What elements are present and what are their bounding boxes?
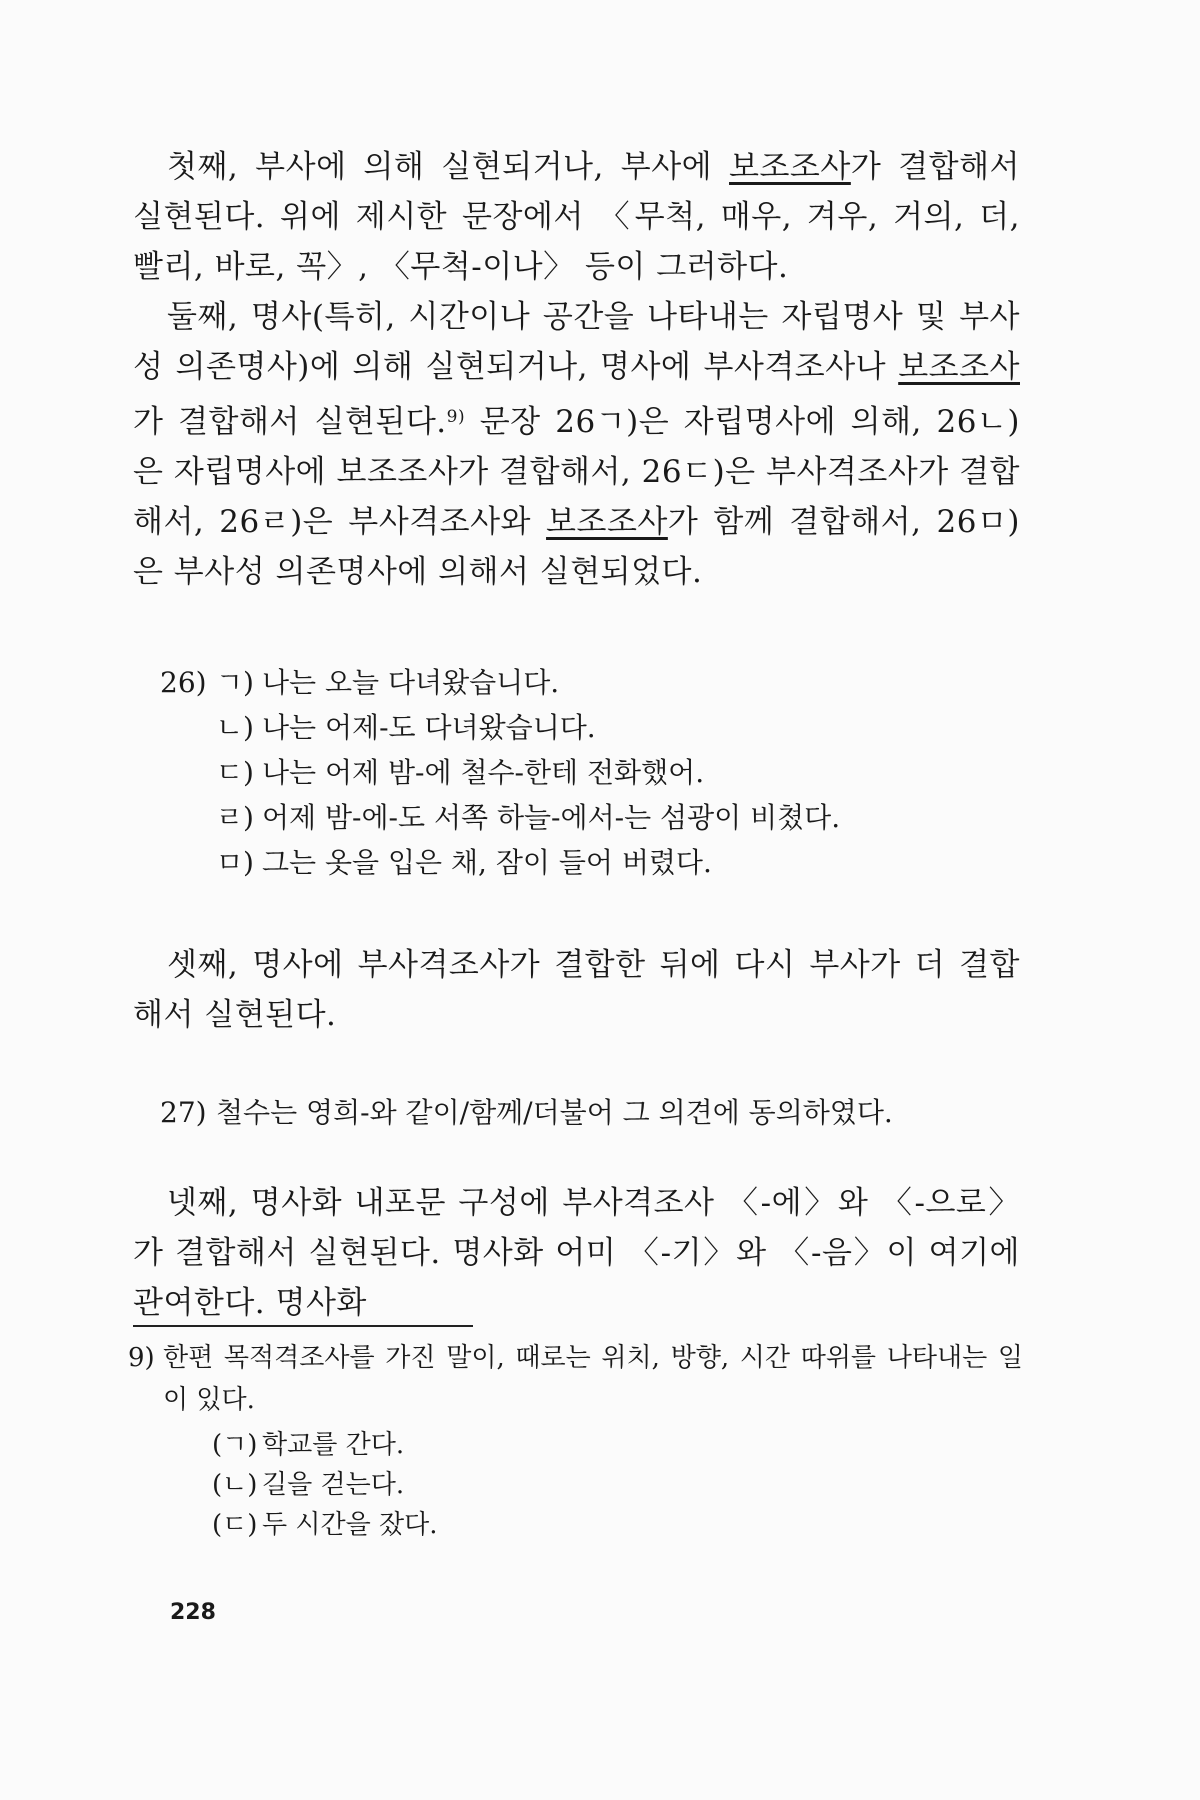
footnote-example-text: 두 시간을 잤다. [262, 1510, 438, 1540]
example-number: 26) [160, 666, 207, 699]
paragraph-second [133, 292, 1020, 597]
footnote-example [212, 1465, 404, 1505]
footnote-divider [133, 1325, 473, 1327]
example-text: 어제 밤-에-도 서쪽 하늘-에서-는 섬광이 비쳤다. [262, 801, 841, 834]
example-27 [160, 1090, 893, 1135]
paragraph-first [133, 142, 1020, 292]
paragraph-second-text-b: 가 결합해서 실현된다. [133, 404, 447, 440]
example-item [216, 795, 840, 840]
footnote-number: 9) [128, 1343, 155, 1373]
footnote-example [212, 1505, 438, 1545]
footnote-example-text: 학교를 간다. [262, 1430, 405, 1460]
footnote [128, 1337, 1023, 1421]
page-number: 228 [170, 1600, 216, 1625]
underlined-term: 보조조사 [729, 149, 851, 185]
example-text: 나는 오늘 다녀왔습니다. [262, 666, 560, 699]
example-mark: ㄴ) [216, 711, 254, 744]
example-item [216, 840, 712, 885]
paragraph-first-text-a: 첫째, 부사에 의해 실현되거나, 부사에 [167, 149, 730, 185]
paragraph-second-text-a: 둘째, 명사(특히, 시간이나 공간을 나타내는 자립명사 및 부사성 의존명사)에 의해 실현되거나, 명사에 부사격조사나 [133, 299, 1020, 385]
footnote-reference: 9) [446, 407, 466, 427]
example-text: 나는 어제-도 다녀왔습니다. [262, 711, 596, 744]
footnote-example-mark: (ㄴ) [212, 1470, 258, 1500]
example-item [216, 750, 704, 795]
example-mark: ㄷ) [216, 756, 254, 789]
paragraph-fourth-text: 넷째, 명사화 내포문 구성에 부사격조사 〈-에〉와 〈-으로〉가 결합해서 실현된다. 명사화 어미 〈-기〉와 〈-음〉이 여기에 관여한다. 명사화 [133, 1185, 1020, 1321]
footnote-example-mark: (ㄱ) [212, 1430, 258, 1460]
footnote-example [212, 1425, 404, 1465]
example-item [160, 660, 559, 705]
paragraph-third [133, 940, 1020, 1040]
paragraph-second-text-d: 가 함께 결합해서, 26ㅁ)은 부사성 의존명사에 의해서 실현되었다. [133, 504, 1020, 590]
footnote-example-text: 길을 걷는다. [262, 1470, 405, 1500]
example-mark: ㅁ) [216, 846, 254, 879]
paragraph-first-text-b: 가 결합해서 실현된다. 위에 제시한 문장에서 〈무척, 매우, 겨우, 거의, 더, 빨리, 바로, 꼭〉, 〈무척-이나〉 등이 그러하다. [133, 149, 1020, 285]
example-text: 철수는 영희-와 같이/함께/더불어 그 의견에 동의하였다. [216, 1096, 893, 1129]
paragraph-third-text: 셋째, 명사에 부사격조사가 결합한 뒤에 다시 부사가 더 결합해서 실현된다. [133, 947, 1020, 1033]
example-mark: ㄹ) [216, 801, 254, 834]
example-mark: ㄱ) [216, 666, 254, 699]
footnote-example-mark: (ㄷ) [212, 1510, 258, 1540]
underlined-term: 보조조사 [546, 504, 668, 540]
footnote-text: 한편 목적격조사를 가진 말이, 때로는 위치, 방향, 시간 따위를 나타내는 일이 있다. [163, 1343, 1023, 1415]
example-item [216, 705, 596, 750]
underlined-term: 보조조사 [898, 349, 1020, 385]
example-text: 그는 옷을 입은 채, 잠이 들어 버렸다. [262, 846, 712, 879]
paragraph-second-text-c: 문장 26ㄱ)은 자립명사에 의해, 26ㄴ)은 자립명사에 보조조사가 결합해서, 26ㄷ)은 부사격조사가 결합해서, 26ㄹ)은 부사격조사와 [133, 404, 1020, 540]
example-number: 27) [160, 1096, 207, 1129]
paragraph-fourth [133, 1178, 1020, 1328]
example-text: 나는 어제 밤-에 철수-한테 전화했어. [262, 756, 705, 789]
